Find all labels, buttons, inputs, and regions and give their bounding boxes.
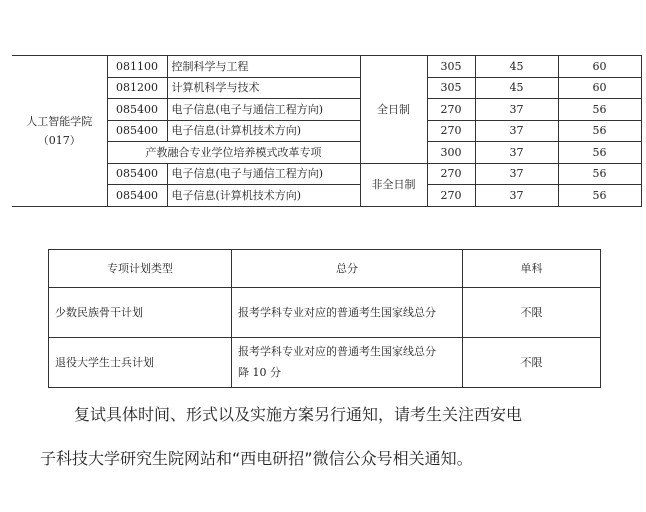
header-total: 总分 [232, 250, 463, 288]
program-total-line2: 降 10 分 [238, 365, 281, 379]
study-mode-parttime: 非全日制 [360, 163, 427, 206]
single-score-1: 37 [475, 163, 558, 185]
major-name: 电子信息(电子与通信工程方向) [167, 99, 360, 121]
single-score-1: 37 [475, 120, 558, 142]
total-score: 270 [427, 185, 475, 207]
program-total-cell [232, 338, 463, 388]
major-code: 081100 [107, 56, 167, 78]
single-score-2: 56 [558, 99, 641, 121]
total-score: 300 [427, 142, 475, 164]
major-name: 电子信息(电子与通信工程方向) [167, 163, 360, 185]
major-name: 计算机科学与技术 [167, 77, 360, 99]
admission-score-table [12, 55, 646, 207]
program-type: 少数民族骨干计划 [49, 288, 232, 338]
program-type: 退役大学生士兵计划 [49, 338, 232, 388]
single-score-1: 37 [475, 142, 558, 164]
table-row [12, 120, 646, 142]
header-program-type: 专项计划类型 [49, 250, 232, 288]
table-header-row [49, 250, 601, 288]
program-single: 不限 [463, 338, 601, 388]
single-score-2: 56 [558, 185, 641, 207]
table-row [49, 338, 601, 388]
single-score-1: 37 [475, 99, 558, 121]
table-row [12, 99, 646, 121]
header-single: 单科 [463, 250, 601, 288]
table-row [12, 56, 646, 78]
single-score-2: 60 [558, 56, 641, 78]
college-name: 人工智能学院 [26, 114, 93, 128]
single-score-1: 45 [475, 77, 558, 99]
table-row [12, 185, 646, 207]
single-score-2: 56 [558, 120, 641, 142]
total-score: 305 [427, 77, 475, 99]
major-code: 085400 [107, 163, 167, 185]
major-name: 控制科学与工程 [167, 56, 360, 78]
major-code: 085400 [107, 120, 167, 142]
total-score: 270 [427, 163, 475, 185]
single-score-2: 56 [558, 142, 641, 164]
major-name: 电子信息(计算机技术方向) [167, 185, 360, 207]
major-code: 081200 [107, 77, 167, 99]
table-row [49, 288, 601, 338]
total-score: 305 [427, 56, 475, 78]
table-row [12, 163, 646, 185]
single-score-1: 37 [475, 185, 558, 207]
program-total-line1: 报考学科专业对应的普通考生国家线总分 [238, 344, 436, 358]
single-score-2: 60 [558, 77, 641, 99]
notice-line1: 复试具体时间、形式以及实施方案另行通知，请考生关注西安电 [74, 405, 523, 424]
major-name: 电子信息(计算机技术方向) [167, 120, 360, 142]
program-single: 不限 [463, 288, 601, 338]
total-score: 270 [427, 99, 475, 121]
total-score: 270 [427, 120, 475, 142]
college-code: （017） [37, 133, 81, 147]
single-score-2: 56 [558, 163, 641, 185]
special-program-name: 产教融合专业学位培养模式改革专项 [107, 142, 360, 164]
notice-line2: 子科技大学研究生院网站和“西电研招”微信公众号相关通知。 [40, 449, 473, 468]
single-score-1: 45 [475, 56, 558, 78]
program-total: 报考学科专业对应的普通考生国家线总分 [232, 288, 463, 338]
study-mode-fulltime: 全日制 [360, 56, 427, 164]
special-program-table [48, 249, 601, 388]
table-row [12, 142, 646, 164]
college-cell [12, 56, 107, 207]
table-row [12, 77, 646, 99]
major-code: 085400 [107, 185, 167, 207]
major-code: 085400 [107, 99, 167, 121]
